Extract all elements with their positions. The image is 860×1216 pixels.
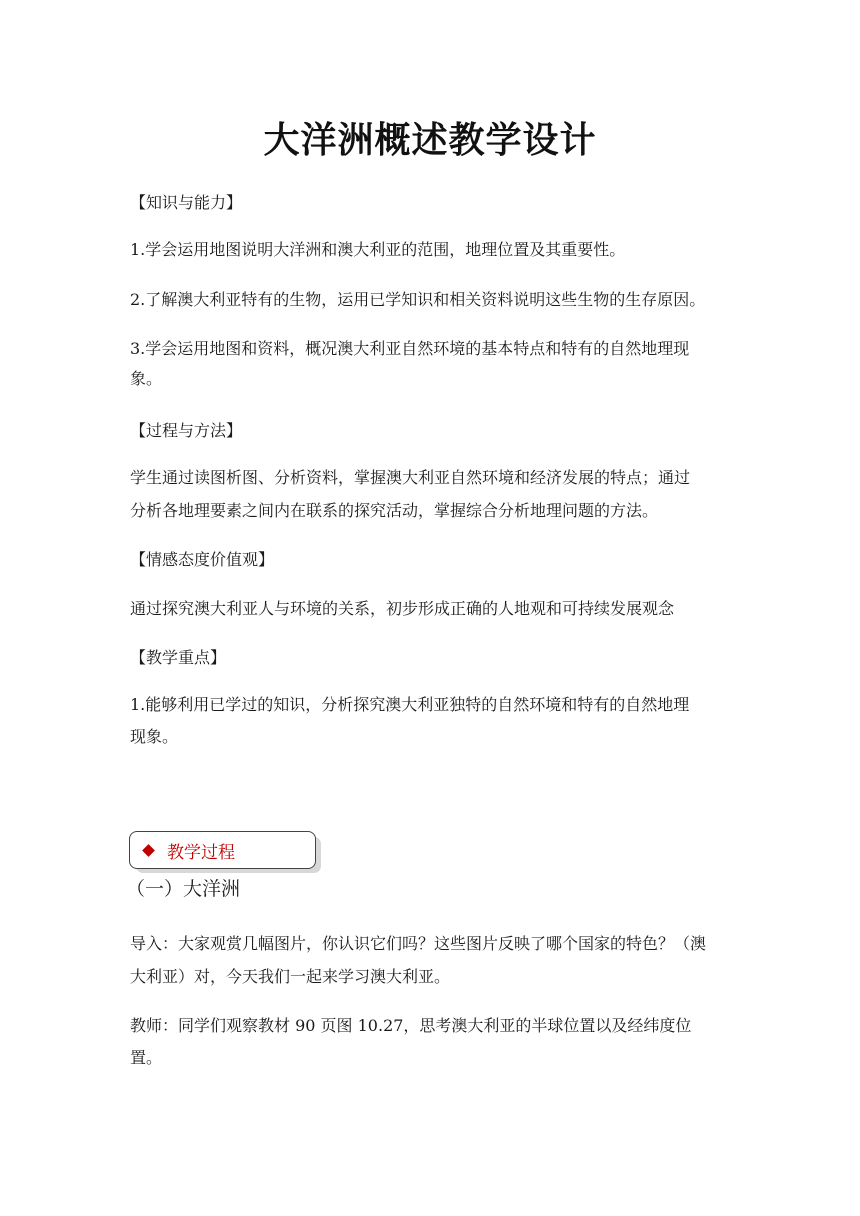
process-method-line-1: 学生通过读图析图、分析资料，掌握澳大利亚自然环境和经济发展的特点；通过: [130, 468, 691, 487]
knowledge-item-3-line-1: 3.学会运用地图和资料，概况澳大利亚自然环境的基本特点和特有的自然地理现: [130, 339, 690, 358]
process-method-heading: 【过程与方法】: [130, 421, 243, 440]
intro-line-2: 大利亚）对，今天我们一起来学习澳大利亚。: [130, 967, 451, 986]
teacher-line-1: 教师：同学们观察教材 90 页图 10.27，思考澳大利亚的半球位置以及经纬度位: [130, 1016, 692, 1035]
teaching-process-box: [129, 831, 316, 869]
focus-line-2: 现象。: [130, 727, 179, 746]
diamond-icon: [142, 844, 155, 857]
page-title: 大洋洲概述教学设计: [263, 119, 597, 161]
focus-line-1: 1.能够利用已学过的知识，分析探究澳大利亚独特的自然环境和特有的自然地理: [130, 695, 690, 714]
knowledge-item-3-line-2: 象。: [130, 369, 163, 388]
teaching-process-label: 教学过程: [167, 842, 235, 863]
emotion-heading: 【情感态度价值观】: [130, 550, 275, 569]
emotion-line-1: 通过探究澳大利亚人与环境的关系，初步形成正确的人地观和可持续发展观念: [130, 599, 675, 618]
oceania-subheading: （一）大洋洲: [126, 878, 241, 900]
knowledge-heading: 【知识与能力】: [130, 193, 243, 212]
knowledge-item-1: 1.学会运用地图说明大洋洲和澳大利亚的范围，地理位置及其重要性。: [130, 240, 626, 259]
process-method-line-2: 分析各地理要素之间内在联系的探究活动，掌握综合分析地理问题的方法。: [130, 501, 659, 520]
intro-line-1: 导入：大家观赏几幅图片，你认识它们吗？这些图片反映了哪个国家的特色？（澳: [130, 934, 707, 953]
focus-heading: 【教学重点】: [130, 648, 227, 667]
knowledge-item-2: 2.了解澳大利亚特有的生物，运用已学知识和相关资料说明这些生物的生存原因。: [130, 290, 706, 309]
teacher-line-2: 置。: [130, 1048, 163, 1067]
